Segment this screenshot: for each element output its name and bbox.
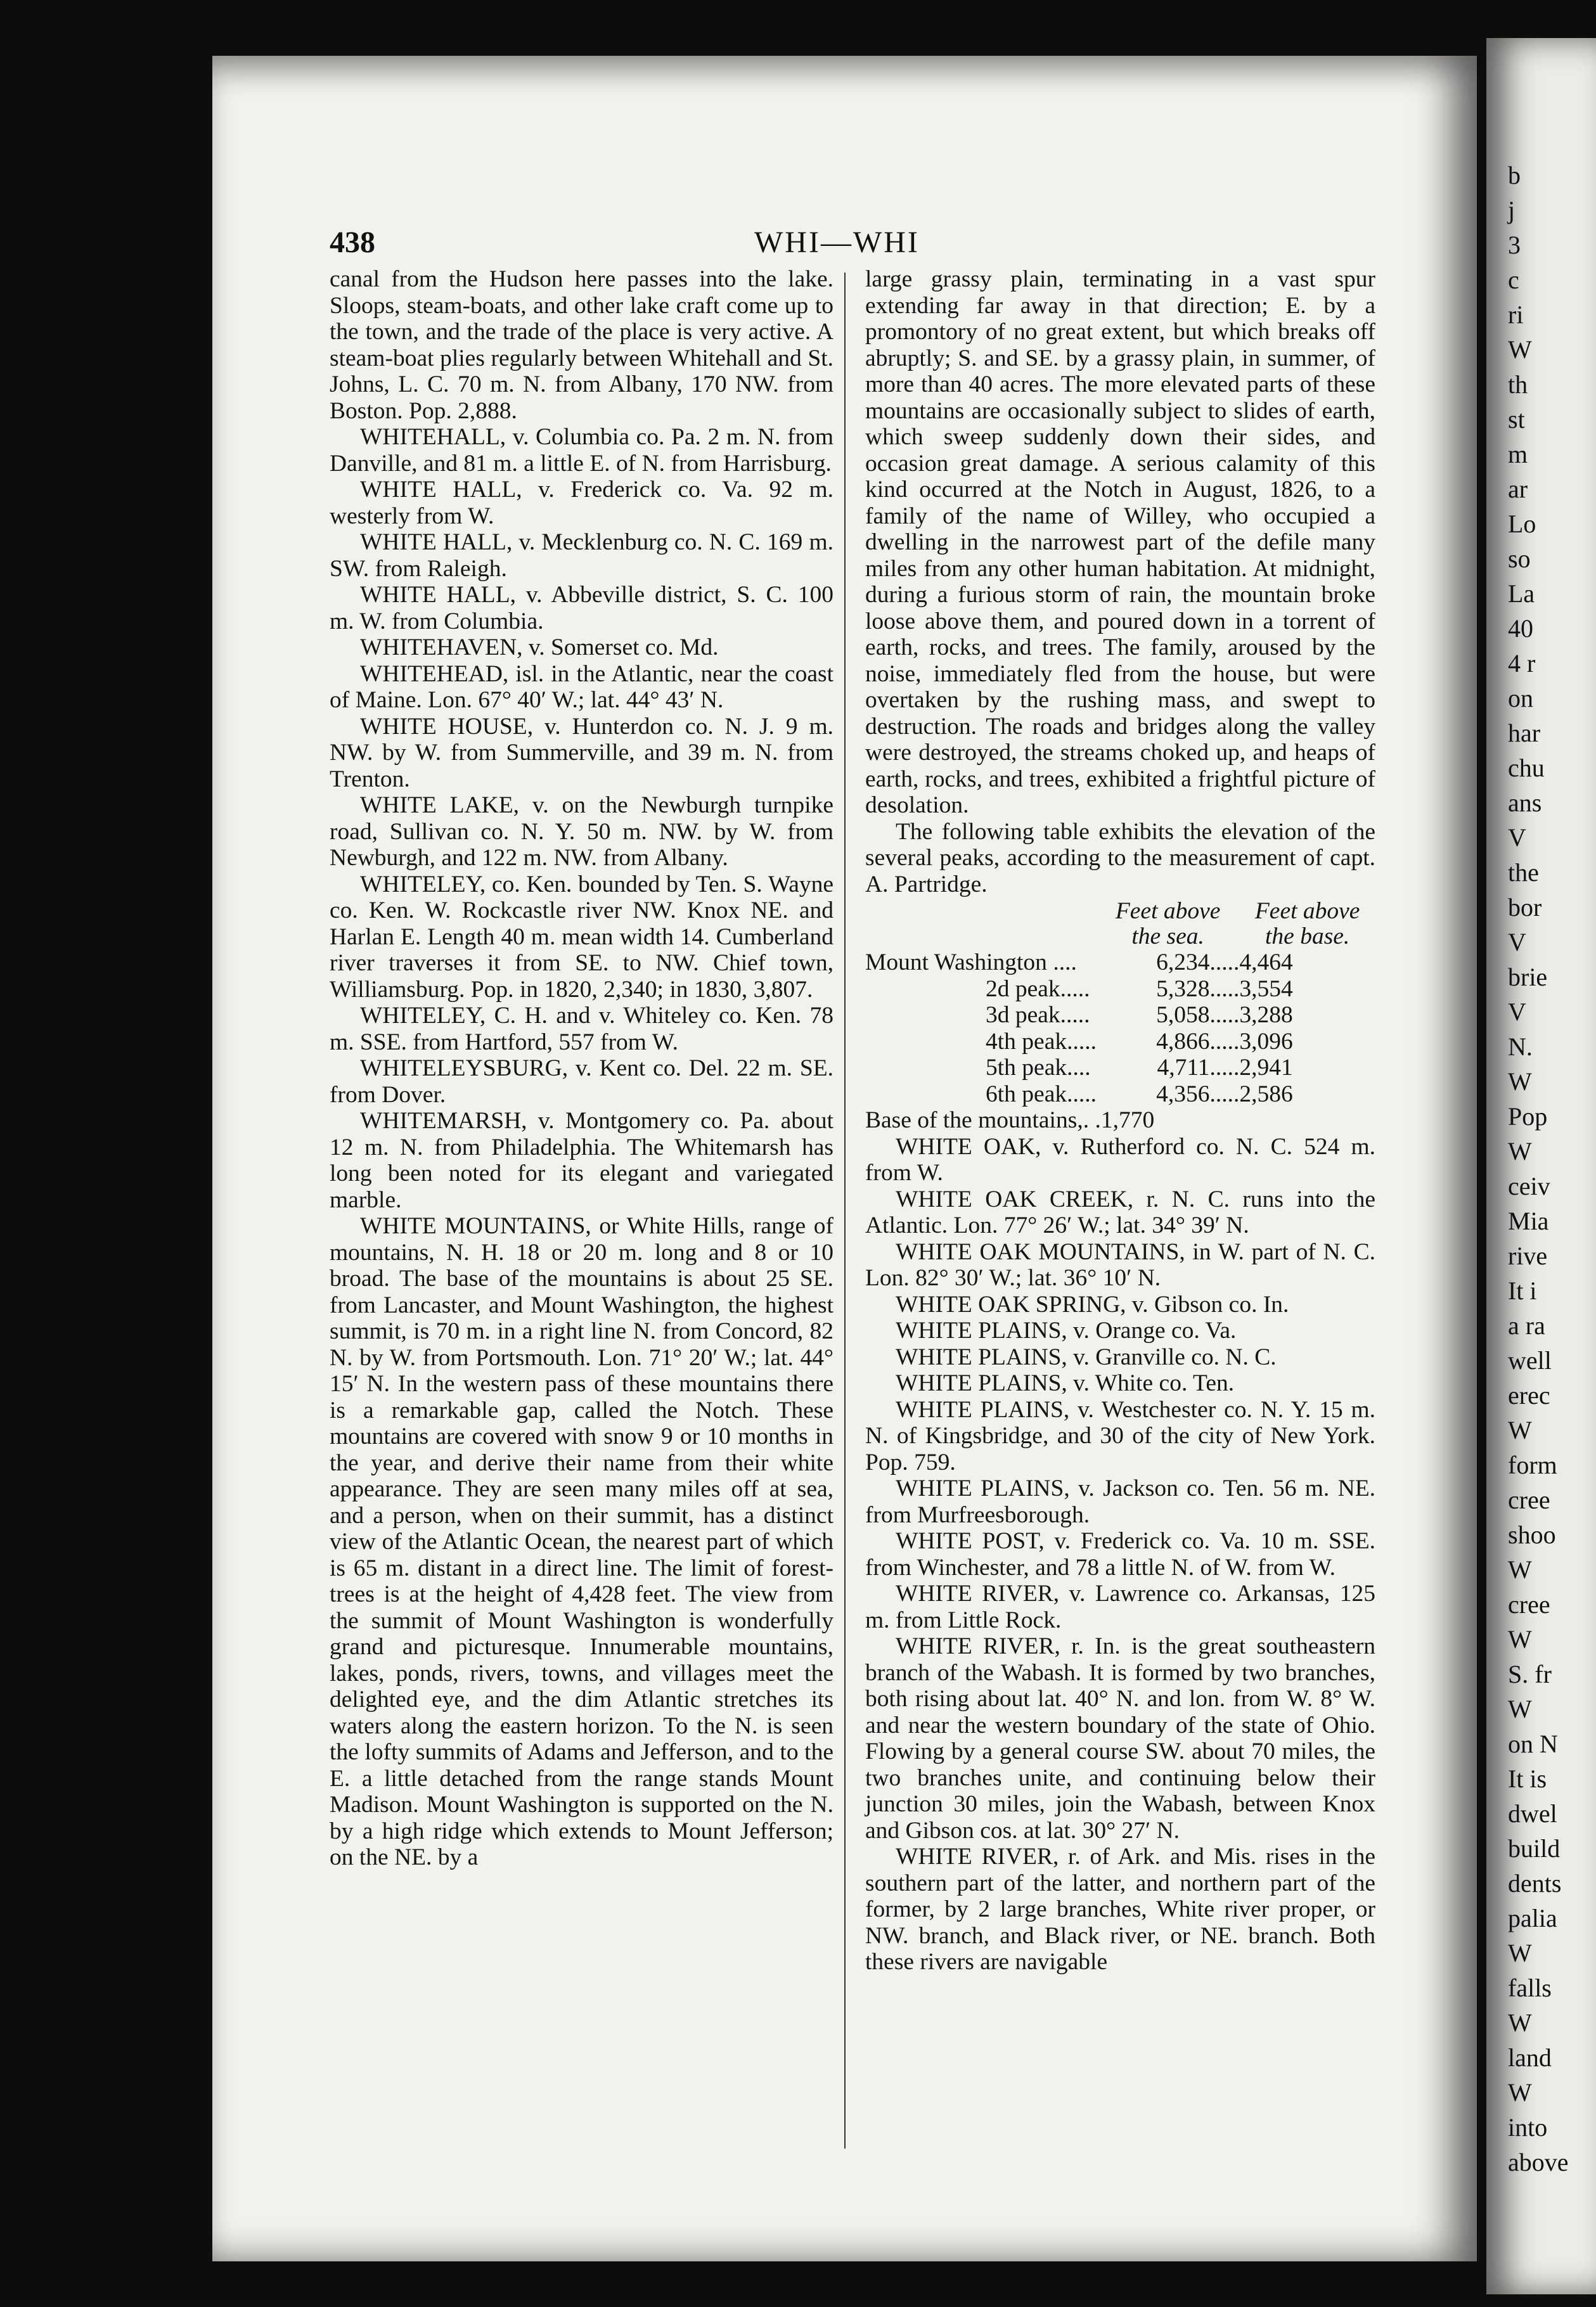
adjacent-page-text-fragment: cree	[1508, 1486, 1550, 1514]
feet-above-base: 2,941	[1239, 1055, 1293, 1081]
adjacent-page-text-fragment: V	[1508, 823, 1526, 852]
adjacent-page-text-fragment: build	[1508, 1834, 1561, 1863]
left-column	[330, 266, 833, 1871]
feet-above-sea: 4,356.....	[1156, 1081, 1240, 1107]
peak-label: 4th peak.....	[986, 1028, 1097, 1055]
feet-above-base: 4,464	[1239, 949, 1293, 975]
adjacent-page-text-fragment: cree	[1508, 1590, 1550, 1619]
table-row	[865, 1002, 1375, 1029]
entry-paragraph: WHITE MOUNTAINS, or White Hills, range of mountains, N. H. 18 or 20 m. long and 8 or 10 broad. The base of the mountains is about 25 SE. from Lancaster, and Mount Washington, the highest summit, is 70 m. in a right line N. from Concord, 82 N. by W. from Portsmouth. Lon. 71° 20′ W.; lat. 44° 15′ N. In the western pass of these mountains there is a remarkable gap, called the Notch. These mountains are covered with snow 9 or 10 months in the year, and derive their name from their white appearance. They are seen many miles off at sea, and a person, when on their summit, has a distinct view of the Atlantic Ocean, the nearest part of which is 65 m. distant in a direct line. The limit of forest-trees is at the height of 4,428 feet. The view from the summit of Mount Washington is wonderfully grand and picturesque. Innumerable mountains, lakes, ponds, rivers, towns, and villages meet the delighted eye, and the dim Atlantic stretches its waters along the eastern horizon. To the N. is seen the lofty summits of Adams and Jefferson, and to the E. a little detached from the range stands Mount Madison. Mount Washington is supported on the N. by a high ridge which extends to Mount Jefferson; on the NE. by a	[330, 1213, 833, 1870]
adjacent-page-text-fragment: into	[1508, 2113, 1548, 2142]
adjacent-page-text-fragment: st	[1508, 405, 1525, 434]
adjacent-page-text-fragment: W	[1508, 1939, 1532, 1967]
feet-above-sea: 5,328.....	[1156, 975, 1240, 1002]
entry-paragraph: WHITE POST, v. Frederick co. Va. 10 m. SSE. from Winchester, and 78 a little N. of W. from W.	[865, 1528, 1375, 1581]
adjacent-page-text-fragment: dents	[1508, 1869, 1562, 1898]
page-number: 438	[330, 226, 375, 259]
adjacent-page-text-fragment: 4 r	[1508, 649, 1536, 678]
table-row	[865, 1055, 1375, 1081]
adjacent-page-text-fragment: W	[1508, 1625, 1532, 1654]
adjacent-page-text-fragment: brie	[1508, 963, 1548, 991]
peak-label: 5th peak....	[986, 1055, 1091, 1081]
feet-above-base: 3,288	[1239, 1002, 1293, 1028]
running-head: WHI—WHI	[754, 226, 920, 259]
adjacent-page-text-fragment: ar	[1508, 475, 1528, 503]
entry-paragraph: WHITEHAVEN, v. Somerset co. Md.	[360, 634, 719, 660]
entry-paragraph: WHITE OAK CREEK, r. N. C. runs into the Atlantic. Lon. 77° 26′ W.; lat. 34° 39′ N.	[865, 1186, 1375, 1238]
entry-paragraph: WHITE OAK SPRING, v. Gibson co. In.	[896, 1291, 1289, 1318]
entry-paragraph: WHITELEY, C. H. and v. Whiteley co. Ken. 78 m. SSE. from Hartford, 557 from W.	[330, 1003, 833, 1055]
adjacent-page-text-fragment: shoo	[1508, 1520, 1556, 1549]
entry-paragraph: WHITE HOUSE, v. Hunterdon co. N. J. 9 m. NW. by W. from Summerville, and 39 m. N. from Trenton.	[330, 713, 833, 792]
adjacent-page-text-fragment: It i	[1508, 1276, 1537, 1305]
elevation-table	[865, 899, 1375, 1107]
entry-paragraph: WHITELEY, co. Ken. bounded by Ten. S. Wayne co. Ken. W. Rockcastle river NW. Knox NE. and Harlan E. Length 40 m. mean width 14. Cumberland river traverses it from SE. to NW. Chief town, Williamsburg. Pop. in 1820, 2,340; in 1830, 3,807.	[330, 871, 833, 1003]
adjacent-page-text-fragment: ri	[1508, 300, 1524, 329]
entry-paragraph: WHITELEYSBURG, v. Kent co. Del. 22 m. SE. from Dover.	[330, 1055, 833, 1108]
entry-paragraph: WHITE HALL, v. Mecklenburg co. N. C. 169 m. SW. from Raleigh.	[330, 529, 833, 582]
adjacent-page-text-fragment: Mia	[1508, 1207, 1549, 1235]
entry-paragraph: WHITE OAK, v. Rutherford co. N. C. 524 m. from W.	[865, 1133, 1375, 1186]
adjacent-page-text-fragment: W	[1508, 1137, 1532, 1166]
entry-paragraph: WHITE RIVER, r. of Ark. and Mis. rises in the southern part of the latter, and northern part of the former, by 2 large branches, White river proper, or NW. branch, and Black river, or NE. branch. Both these rivers are navigable	[865, 1844, 1375, 1975]
adjacent-page-text-fragment: m	[1508, 440, 1528, 468]
entry-paragraph: large grassy plain, terminating in a vast spur extending far away in that direction; E. by a promontory of no great extent, but which breaks off abruptly; S. and SE. by a grassy plain, in summer, of more than 40 acres. The more elevated parts of these mountains are occasionally subject to slides of earth, which sweep suddenly down their sides, and occasion great damage. A serious calamity of this kind occurred at the Notch in August, 1826, to a family of the name of Willey, who occupied a dwelling in the narrowest part of the defile many miles from any other human habitation. At midnight, during a furious storm of rain, the mountain broke loose above them, and poured down in a torrent of earth, rocks, and trees. The family, aroused by the noise, immediately fled from the house, but were overtaken by the rushing mass, and swept to destruction. The roads and bridges along the valley were destroyed, the streams choked up, and heaps of earth, rocks, and trees, exhibited a frightful picture of desolation.	[865, 266, 1375, 818]
adjacent-page-text-fragment: V	[1508, 998, 1526, 1026]
peak-label: 6th peak.....	[986, 1081, 1097, 1107]
adjacent-page-text-fragment: palia	[1508, 1904, 1557, 1932]
right-column-lower	[865, 1134, 1375, 1976]
entry-paragraph: WHITE PLAINS, v. Jackson co. Ten. 56 m. NE. from Murfreesborough.	[865, 1475, 1375, 1528]
entry-paragraph: WHITE HALL, v. Frederick co. Va. 92 m. westerly from W.	[330, 477, 833, 529]
entry-paragraph: WHITE PLAINS, v. Westchester co. N. Y. 15 m. N. of Kingsbridge, and 30 of the city of New York. Pop. 759.	[865, 1396, 1375, 1475]
feet-above-sea: 5,058.....	[1156, 1002, 1240, 1028]
table-row	[865, 976, 1375, 1003]
adjacent-page-text-fragment: W	[1508, 2008, 1532, 2037]
feet-above-sea: 4,866.....	[1156, 1028, 1240, 1055]
adjacent-page-text-fragment: rive	[1508, 1242, 1548, 1270]
entry-paragraph: canal from the Hudson here passes into the lake. Sloops, steam-boats, and other lake craft come up to the town, and the trade of the place is very active. A steam-boat plies regularly between Whitehall and St. Johns, L. C. 70 m. N. from Albany, 170 NW. from Boston. Pop. 2,888.	[330, 266, 833, 424]
adjacent-page-text-fragment: b	[1508, 161, 1521, 190]
adjacent-page-text-fragment: W	[1508, 1695, 1532, 1723]
adjacent-page-edge	[1486, 38, 1596, 2294]
entry-paragraph: WHITE OAK MOUNTAINS, in W. part of N. C. Lon. 82° 30′ W.; lat. 36° 10′ N.	[865, 1238, 1375, 1291]
adjacent-page-text-fragment: land	[1508, 2043, 1552, 2072]
entry-paragraph: The following table exhibits the elevation of the several peaks, according to the measurement of capt. A. Partridge.	[865, 818, 1375, 897]
adjacent-page-text-fragment: La	[1508, 579, 1535, 608]
peak-label: 3d peak.....	[986, 1002, 1090, 1028]
adjacent-page-text-fragment: 3	[1508, 231, 1521, 259]
entry-paragraph: WHITEHEAD, isl. in the Atlantic, near the coast of Maine. Lon. 67° 40′ W.; lat. 44° 43′ N.	[330, 660, 833, 713]
adjacent-page-text-fragment: the	[1508, 858, 1539, 887]
entry-paragraph: WHITE RIVER, r. In. is the great southeastern branch of the Wabash. It is formed by two branches, both rising about lat. 40° N. and lon. from W. 8° W. and near the western boundary of the state of Ohio. Flowing by a general course SW. about 70 miles, the two branches unite, and continuing below their junction 30 miles, join the Wabash, between Knox and Gibson cos. at lat. 30° 27′ N.	[865, 1633, 1375, 1844]
adjacent-page-text-fragment: 40	[1508, 614, 1533, 643]
adjacent-page-text-fragment: above	[1508, 2148, 1569, 2176]
entry-paragraph: WHITE RIVER, v. Lawrence co. Arkansas, 125 m. from Little Rock.	[865, 1581, 1375, 1633]
adjacent-page-text-fragment: a ra	[1508, 1311, 1545, 1340]
adjacent-page-text-fragment: chu	[1508, 754, 1545, 782]
feet-above-sea: 6,234.....	[1156, 949, 1240, 975]
adjacent-page-text-fragment: th	[1508, 370, 1528, 399]
feet-above-base: 3,096	[1239, 1028, 1293, 1055]
table-base-line: Base of the mountains,. .1,770	[865, 1107, 1155, 1133]
page-header	[330, 225, 1407, 263]
adjacent-page-text-fragment: W	[1508, 2078, 1532, 2107]
adjacent-page-text-fragment: so	[1508, 544, 1531, 573]
adjacent-page-text-fragment: Lo	[1508, 510, 1536, 538]
adjacent-page-text-fragment: well	[1508, 1346, 1552, 1375]
adjacent-page-text-fragment: c	[1508, 266, 1519, 294]
adjacent-page-text-fragment: W	[1508, 1416, 1532, 1444]
adjacent-page-text-fragment: form	[1508, 1451, 1557, 1479]
entry-paragraph: WHITE PLAINS, v. Orange co. Va.	[896, 1318, 1237, 1344]
adjacent-page-text-fragment: V	[1508, 928, 1526, 956]
adjacent-page-text-fragment: on N	[1508, 1730, 1558, 1758]
right-column	[865, 266, 1375, 1976]
entry-paragraph: WHITE LAKE, v. on the Newburgh turnpike road, Sullivan co. N. Y. 50 m. NW. by W. from Newburgh, and 122 m. NW. from Albany.	[330, 792, 833, 871]
adjacent-page-text-fragment: Pop	[1508, 1102, 1548, 1131]
feet-above-sea: 4,711.....	[1157, 1055, 1240, 1081]
adjacent-page-text-fragment: har	[1508, 719, 1541, 747]
entry-paragraph: WHITEMARSH, v. Montgomery co. Pa. about 12 m. N. from Philadelphia. The Whitemarsh has long been noted for its elegant and variegated marble.	[330, 1108, 833, 1213]
adjacent-page-text-fragment: W	[1508, 1555, 1532, 1584]
table-header-sea: Feet above the sea.	[1115, 898, 1221, 949]
table-row	[865, 1081, 1375, 1108]
adjacent-page-text-fragment: W	[1508, 335, 1532, 364]
adjacent-page-text-fragment: on	[1508, 684, 1533, 712]
adjacent-page-text-fragment: It is	[1508, 1764, 1547, 1793]
adjacent-page-text-fragment: erec	[1508, 1381, 1550, 1410]
table-row	[865, 1029, 1375, 1055]
adjacent-page-text-fragment: ceiv	[1508, 1172, 1550, 1200]
peak-label: Mount Washington ....	[865, 949, 1077, 975]
feet-above-base: 3,554	[1239, 975, 1293, 1002]
right-column-upper	[865, 266, 1375, 897]
entry-paragraph: WHITE HALL, v. Abbeville district, S. C. 100 m. W. from Columbia.	[330, 582, 833, 634]
adjacent-page-text-fragment: S. fr	[1508, 1660, 1552, 1688]
peak-label: 2d peak.....	[986, 975, 1090, 1002]
adjacent-page-text-fragment: dwel	[1508, 1799, 1557, 1828]
adjacent-page-text-fragment: j	[1508, 196, 1516, 224]
table-row	[865, 949, 1375, 976]
entry-paragraph: WHITE PLAINS, v. Granville co. N. C.	[896, 1344, 1277, 1370]
feet-above-base: 2,586	[1239, 1081, 1293, 1107]
adjacent-page-text-fragment: falls	[1508, 1974, 1552, 2002]
adjacent-page-text-fragment: W	[1508, 1067, 1532, 1096]
column-rule	[844, 273, 846, 2149]
adjacent-page-text-fragment: ans	[1508, 788, 1542, 817]
adjacent-page-text-fragment: N.	[1508, 1032, 1533, 1061]
entry-paragraph: WHITEHALL, v. Columbia co. Pa. 2 m. N. from Danville, and 81 m. a little E. of N. from Harrisburg.	[330, 424, 833, 477]
entry-paragraph: WHITE PLAINS, v. White co. Ten.	[896, 1370, 1235, 1396]
adjacent-page-text-fragment: bor	[1508, 893, 1542, 922]
table-header-base: Feet above the base.	[1254, 898, 1360, 949]
